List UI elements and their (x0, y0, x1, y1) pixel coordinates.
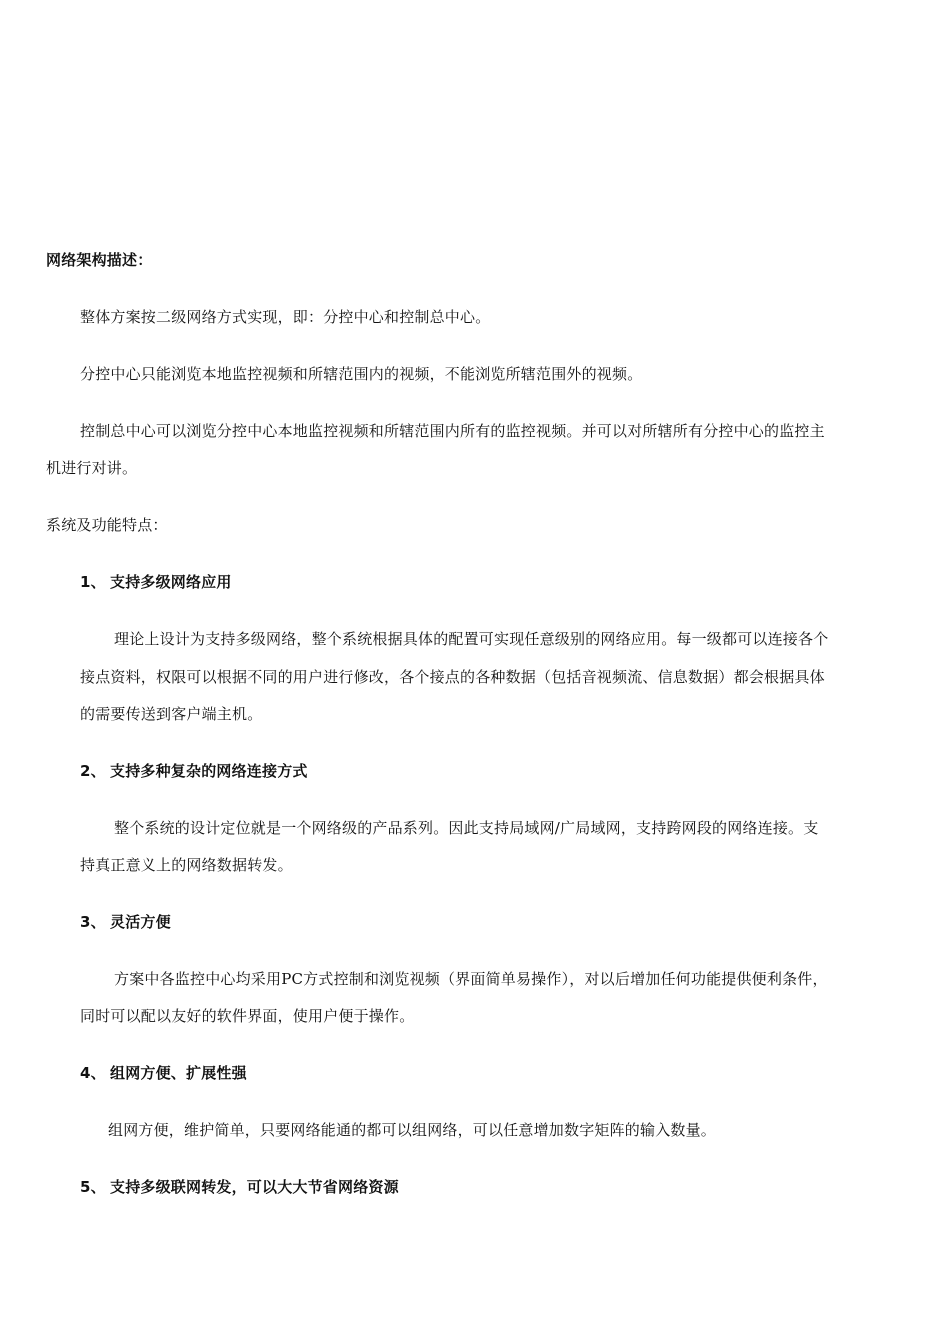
feature-heading-2 (80, 761, 308, 781)
feature-title: 支持多级联网转发，可以大大节省网络资源 (110, 1178, 399, 1196)
section-title: 网络架构描述： (46, 251, 153, 269)
feature-2-line-2: 持真正意义上的网络数据转发。 (80, 856, 293, 874)
feature-title: 支持多级网络应用 (110, 573, 232, 591)
feature-3-line-2: 同时可以配以友好的软件界面，使用户便于操作。 (80, 1007, 415, 1025)
feature-title: 支持多种复杂的网络连接方式 (110, 762, 308, 780)
feature-3-line-1: 方案中各监控中心均采用PC方式控制和浏览视频（界面简单易操作），对以后增加任何功能提供便利条件， (114, 970, 828, 988)
feature-heading-3 (80, 912, 171, 932)
feature-title: 灵活方便 (110, 913, 171, 931)
feature-number: 4、 (80, 1064, 106, 1082)
feature-heading-5 (80, 1177, 399, 1197)
feature-number: 2、 (80, 762, 106, 780)
feature-4-line-1: 组网方便，维护简单，只要网络能通的都可以组网络，可以任意增加数字矩阵的输入数量。 (108, 1121, 717, 1139)
feature-1-line-2: 接点资料，权限可以根据不同的用户进行修改，各个接点的各种数据（包括音视频流、信息数据）都会根据具体 (80, 668, 825, 686)
features-title: 系统及功能特点： (46, 516, 168, 534)
feature-title: 组网方便、扩展性强 (110, 1064, 247, 1082)
intro-paragraph-1: 整体方案按二级网络方式实现，即：分控中心和控制总中心。 (80, 308, 491, 326)
feature-heading-1 (80, 572, 232, 592)
feature-number: 5、 (80, 1178, 106, 1196)
intro-paragraph-2: 分控中心只能浏览本地监控视频和所辖范围内的视频，不能浏览所辖范围外的视频。 (80, 365, 643, 383)
feature-1-line-1: 理论上设计为支持多级网络，整个系统根据具体的配置可实现任意级别的网络应用。每一级都可以连接各个 (114, 630, 829, 648)
feature-1-line-3: 的需要传送到客户端主机。 (80, 705, 263, 723)
intro-paragraph-3-line-1: 控制总中心可以浏览分控中心本地监控视频和所辖范围内所有的监控视频。并可以对所辖所有分控中心的监控主 (80, 422, 825, 440)
intro-paragraph-3-line-2: 机进行对讲。 (46, 459, 138, 477)
feature-2-line-1: 整个系统的设计定位就是一个网络级的产品系列。因此支持局域网/广局域网，支持跨网段的网络连接。支 (114, 819, 819, 837)
feature-number: 1、 (80, 573, 106, 591)
feature-heading-4 (80, 1063, 247, 1083)
feature-number: 3、 (80, 913, 106, 931)
